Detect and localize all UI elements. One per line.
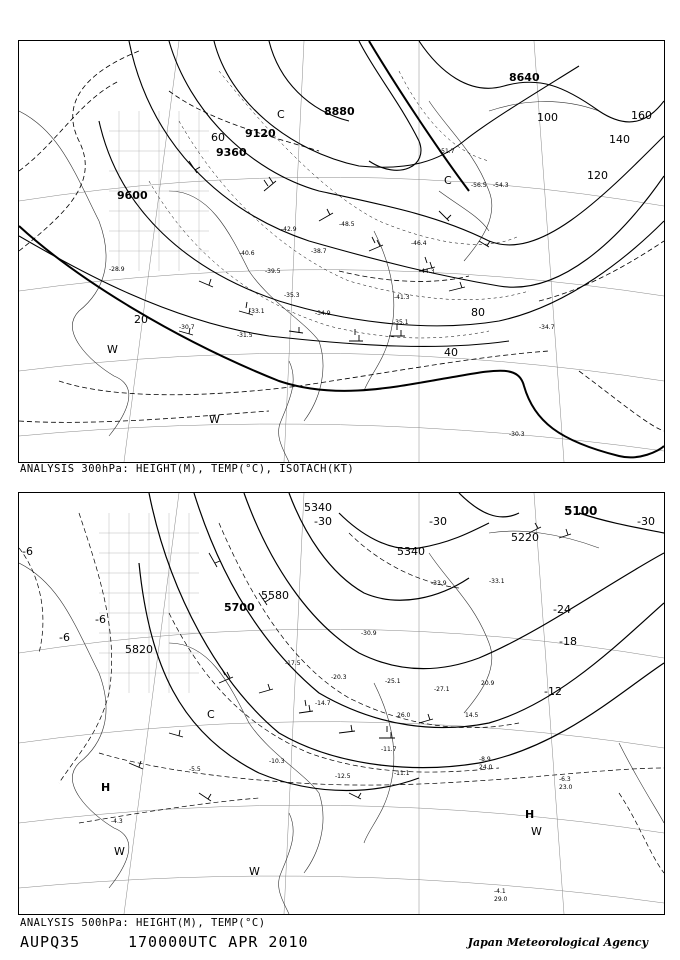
temp-value: -46.4	[411, 240, 427, 247]
height-label-5340: 5340	[304, 501, 332, 514]
station-value: -17.5	[285, 660, 301, 667]
station-value: -33.1	[489, 578, 505, 585]
station-value: 24.0	[479, 764, 493, 771]
cold-center-marker: C	[444, 174, 452, 187]
temp-value: -30.3	[509, 431, 525, 438]
valid-time: 170000UTC APR 2010	[128, 933, 309, 951]
panel-caption-500hpa: ANALYSIS 500hPa: HEIGHT(M), TEMP(°C)	[20, 917, 266, 929]
map-500hpa-svg	[19, 493, 664, 914]
temp-contour-label: -30	[429, 515, 447, 528]
warm-center-marker: W	[114, 845, 125, 858]
chart-code: AUPQ35	[20, 933, 81, 951]
temp-value: -34.7	[539, 324, 555, 331]
height-label-5700: 5700	[224, 601, 255, 614]
station-value: -20.3	[331, 674, 347, 681]
temp-contour-label: -30	[314, 515, 332, 528]
height-label-5820: 5820	[125, 643, 153, 656]
temp-value: -54.3	[493, 182, 509, 189]
temp-value: -30.7	[179, 324, 195, 331]
warm-center-marker: W	[531, 825, 542, 838]
station-value: -14.7	[315, 700, 331, 707]
station-value: 20.9	[481, 680, 495, 687]
isotach-label-140: 140	[609, 133, 630, 146]
temp-value: -35.3	[284, 292, 300, 299]
wind-barbs	[129, 523, 571, 801]
cold-center-marker: C	[277, 108, 285, 121]
temp-value: -51.7	[439, 148, 455, 155]
station-values	[111, 578, 573, 903]
map-panel-500hpa	[18, 492, 665, 915]
isotach-label-120: 120	[587, 169, 608, 182]
cold-center-marker: C	[207, 708, 215, 721]
station-value: -4.1	[494, 888, 506, 895]
height-contours	[19, 41, 664, 346]
temp-value: -28.9	[109, 266, 125, 273]
temp-value: -41.3	[394, 294, 410, 301]
temp-contour-label: -6	[22, 545, 33, 558]
height-label-9360: 9360	[216, 146, 247, 159]
high-pressure-marker: H	[525, 808, 535, 821]
isotach-label-40: 40	[444, 346, 458, 359]
isotach-label-80: 80	[471, 306, 485, 319]
station-value: -11.7	[381, 746, 397, 753]
temp-value: -33.1	[249, 308, 265, 315]
temp-value: -42.9	[281, 226, 297, 233]
temp-contour-label: -6	[95, 613, 106, 626]
height-label-5340: 5340	[397, 545, 425, 558]
jet-contour	[19, 41, 664, 457]
station-value: -12.5	[335, 773, 351, 780]
station-value: -25.1	[385, 678, 401, 685]
high-pressure-marker: H	[101, 781, 111, 794]
station-value: -5.5	[189, 766, 201, 773]
temp-value: -40.6	[239, 250, 255, 257]
coastlines	[19, 101, 599, 462]
height-label-5220: 5220	[511, 531, 539, 544]
station-value: 26.0	[397, 712, 411, 719]
temp-contour-label: -18	[559, 635, 577, 648]
station-value: -11.1	[394, 770, 410, 777]
temp-value: -56.5	[471, 182, 487, 189]
station-value: -8.9	[479, 756, 491, 763]
temp-value: -31.5	[237, 332, 253, 339]
height-label-8880: 8880	[324, 105, 355, 118]
station-value: -6.3	[559, 776, 571, 783]
height-label-5580: 5580	[261, 589, 289, 602]
height-label-8640: 8640	[509, 71, 540, 84]
temp-contour-label: -24	[553, 603, 571, 616]
warm-center-marker: W	[249, 865, 260, 878]
temp-value: -34.9	[315, 310, 331, 317]
temp-contour-label: -30	[637, 515, 655, 528]
panel-caption-300hpa: ANALYSIS 300hPa: HEIGHT(M), TEMP(°C), ISOTACH(KT)	[20, 463, 355, 475]
height-contours	[139, 493, 664, 791]
height-label-9600: 9600	[117, 189, 148, 202]
temp-value: -48.5	[339, 221, 355, 228]
station-value: -4.3	[111, 818, 123, 825]
temp-contour-label: -6	[59, 631, 70, 644]
temp-contour-label: -12	[544, 685, 562, 698]
station-value: -27.1	[434, 686, 450, 693]
isotach-label-100: 100	[537, 111, 558, 124]
station-value: 29.0	[494, 896, 508, 903]
station-value: 23.0	[559, 784, 573, 791]
height-label-9120: 9120	[245, 127, 276, 140]
isotach-label-20: 20	[134, 313, 148, 326]
isotach-label-60: 60	[211, 131, 225, 144]
map-panel-300hpa	[18, 40, 665, 463]
map-300hpa-svg	[19, 41, 664, 462]
station-value: -33.9	[431, 580, 447, 587]
wind-barbs	[179, 161, 490, 341]
station-value: -30.9	[361, 630, 377, 637]
warm-center-marker: W	[209, 413, 220, 426]
temp-value: -35.1	[393, 319, 409, 326]
temp-value: -38.7	[311, 248, 327, 255]
warm-center-marker: W	[107, 343, 118, 356]
temp-value: -44.3	[419, 268, 435, 275]
agency-credit: Japan Meteorological Agency	[467, 936, 648, 949]
station-value: 14.5	[465, 712, 479, 719]
station-value: -10.3	[269, 758, 285, 765]
isotach-label-160: 160	[631, 109, 652, 122]
height-label-5100: 5100	[564, 504, 598, 518]
temp-value: -39.5	[265, 268, 281, 275]
